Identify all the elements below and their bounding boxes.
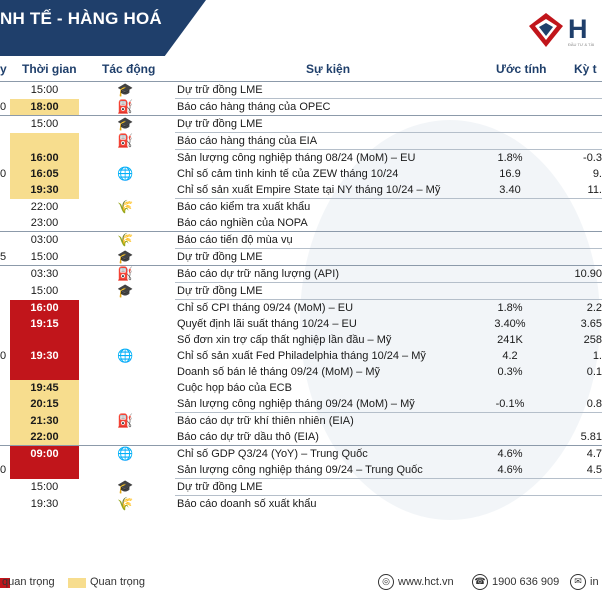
row-previous: [538, 496, 602, 513]
row-forecast: [482, 496, 538, 513]
row-previous: [538, 82, 602, 99]
row-event: Báo cáo dự trữ năng lượng (API): [175, 266, 482, 283]
legend-very-important-label: quan trọng: [2, 576, 55, 588]
row-spacer: [145, 249, 175, 266]
table-row: [0, 99, 602, 116]
row-spacer: [79, 332, 105, 348]
row-spacer: [145, 348, 175, 364]
row-spacer: [145, 413, 175, 430]
table-row: [0, 316, 602, 332]
row-forecast: 1.8%: [482, 300, 538, 317]
table-header: [0, 62, 600, 78]
row-day: [0, 364, 10, 380]
row-day: [0, 496, 10, 513]
row-spacer: [79, 232, 105, 249]
row-impact: [105, 380, 145, 396]
row-time: 15:00: [10, 116, 79, 133]
table-row: [0, 199, 602, 216]
row-impact: [105, 364, 145, 380]
row-impact: [105, 116, 145, 133]
row-day: [0, 133, 10, 150]
row-time: 03:00: [10, 232, 79, 249]
row-spacer: [145, 446, 175, 463]
row-time: 23:00: [30, 217, 59, 229]
row-impact: [105, 316, 145, 332]
legend-important-label: Quan trọng: [90, 576, 146, 588]
row-impact: [105, 182, 145, 199]
row-event: Báo cáo dự trữ dầu thô (EIA): [177, 431, 319, 443]
table-row: [0, 380, 602, 396]
row-previous: 10.90: [538, 266, 602, 283]
row-day: [0, 316, 10, 332]
row-previous: 4.7: [538, 446, 602, 463]
row-spacer: [79, 413, 105, 430]
row-spacer: [79, 348, 105, 364]
globe-icon: ◎: [378, 574, 394, 590]
row-event: Báo cáo tiến độ mùa vụ: [175, 232, 482, 249]
row-forecast: -0.1%: [495, 398, 525, 410]
row-day: [0, 199, 10, 216]
row-spacer: [79, 116, 105, 133]
row-event: Dự trữ đồng LME: [175, 283, 482, 300]
row-day: [0, 116, 10, 133]
row-forecast: [482, 413, 538, 430]
row-impact: [105, 446, 145, 463]
table-row: [0, 462, 602, 479]
row-forecast: 4.2: [502, 350, 518, 362]
row-spacer: [145, 429, 175, 446]
row-day: [0, 380, 10, 396]
row-time: 18:00: [10, 99, 79, 116]
row-previous: 2.2: [538, 300, 602, 317]
row-previous: 4.5: [586, 464, 602, 476]
column-forecast: Ước tính: [496, 62, 547, 76]
row-time: 22:00: [30, 200, 59, 213]
row-day: [0, 266, 10, 283]
row-day: [0, 300, 10, 317]
row-spacer: [79, 300, 105, 317]
row-event: Chỉ số cảm tình kinh tế của ZEW tháng 10/24: [177, 168, 399, 180]
table-row: [0, 150, 602, 167]
row-day: [0, 429, 10, 446]
row-forecast: [482, 380, 538, 396]
row-previous: [538, 380, 602, 396]
row-impact: [105, 496, 145, 513]
row-event: Báo cáo hàng tháng của OPEC: [175, 99, 482, 116]
row-forecast: 16.9: [499, 168, 521, 180]
row-forecast: [482, 283, 538, 300]
phone-icon: ☎: [472, 574, 488, 590]
oil-pump-icon: ⛽: [117, 266, 134, 282]
logo-letters: H: [568, 14, 587, 44]
row-spacer: [145, 215, 175, 232]
wheat-icon: 🌾: [117, 232, 134, 248]
row-previous: 9.: [592, 168, 602, 180]
row-forecast: [482, 99, 538, 116]
table-row: [0, 496, 602, 513]
row-forecast: [482, 199, 538, 216]
row-time: 20:15: [10, 396, 79, 413]
row-forecast: 3.40%: [494, 318, 526, 330]
row-spacer: [145, 496, 175, 513]
row-spacer: [79, 462, 105, 479]
row-day: [0, 232, 10, 249]
row-previous: [538, 116, 602, 133]
table-row: [0, 166, 602, 182]
row-day: 0: [0, 464, 7, 477]
row-time: [10, 332, 79, 348]
row-spacer: [145, 133, 175, 150]
table-row: [0, 429, 602, 446]
row-event: Cuộc họp báo của ECB: [177, 382, 292, 394]
row-event: Báo cáo hàng tháng của EIA: [175, 133, 482, 150]
row-forecast: [482, 82, 538, 99]
row-day: [0, 283, 10, 300]
row-time: 21:30: [10, 413, 79, 430]
table-row: [0, 266, 602, 283]
row-spacer: [145, 364, 175, 380]
row-event: Sản lượng công nghiệp tháng 09/24 – Trung Quốc: [177, 464, 423, 476]
row-forecast: [482, 116, 538, 133]
row-spacer: [79, 82, 105, 99]
table-row: [0, 300, 602, 317]
footer-website-link[interactable]: www.hct.vn: [398, 576, 454, 588]
row-forecast: 4.6%: [497, 464, 523, 476]
table-row: [0, 215, 602, 232]
oil-pump-icon: ⛽: [117, 133, 134, 148]
row-time: 15:00: [10, 82, 79, 99]
row-spacer: [79, 99, 105, 116]
row-event: Chỉ số GDP Q3/24 (YoY) – Trung Quốc: [175, 446, 482, 463]
row-spacer: [79, 479, 105, 496]
row-impact: [105, 283, 145, 300]
table-row: [0, 249, 602, 266]
row-event: Doanh số bán lẻ tháng 09/24 (MoM) – Mỹ: [177, 366, 381, 378]
row-previous: [538, 283, 602, 300]
row-time: 16:05: [10, 166, 79, 182]
row-spacer: [79, 133, 105, 150]
row-impact: [105, 232, 145, 249]
row-impact: [105, 249, 145, 266]
row-spacer: [79, 150, 105, 167]
table-row: [0, 479, 602, 496]
mortarboard-icon: 🎓: [117, 82, 134, 98]
row-forecast: [482, 266, 538, 283]
row-previous: [538, 215, 602, 232]
table-row: [0, 396, 602, 413]
table-row: [0, 116, 602, 133]
row-impact: [105, 429, 145, 446]
row-time: [10, 133, 79, 150]
row-previous: [538, 479, 602, 496]
row-spacer: [79, 429, 105, 446]
row-day: [0, 332, 10, 348]
row-impact: [105, 133, 145, 150]
table-row: [0, 182, 602, 199]
row-impact: [105, 396, 145, 413]
row-spacer: [145, 479, 175, 496]
row-time: 09:00: [10, 446, 79, 463]
row-impact: [105, 150, 145, 167]
row-event: Dự trữ đồng LME: [175, 116, 482, 133]
row-previous: -0.3: [538, 150, 602, 167]
row-day: [0, 413, 10, 430]
row-spacer: [145, 462, 175, 479]
row-time: 19:30: [10, 182, 79, 199]
row-previous: 11.: [587, 184, 602, 196]
oil-pump-icon: ⛽: [117, 412, 134, 428]
row-forecast: [482, 215, 538, 232]
row-forecast: 4.6%: [482, 446, 538, 463]
row-time: 19:15: [10, 316, 79, 332]
mortarboard-icon: 🎓: [117, 116, 134, 132]
row-spacer: [79, 166, 105, 182]
row-impact: [105, 332, 145, 348]
row-spacer: [145, 166, 175, 182]
mail-icon: ✉: [570, 574, 586, 590]
row-spacer: [79, 266, 105, 283]
row-impact: [105, 300, 145, 317]
row-time: 15:00: [30, 285, 59, 297]
row-event: Quyết định lãi suất tháng 10/24 – EU: [177, 318, 357, 330]
row-event: Báo cáo dự trữ khí thiên nhiên (EIA): [175, 413, 482, 430]
row-impact: [105, 413, 145, 430]
row-event: Dự trữ đồng LME: [175, 479, 482, 496]
row-impact: [105, 199, 145, 216]
row-day: 0: [0, 168, 7, 180]
row-event: Số đơn xin trợ cấp thất nghiệp lần đầu – Mỹ: [177, 334, 392, 346]
row-day: 0: [0, 350, 7, 362]
row-event: Báo cáo doanh số xuất khẩu: [175, 496, 482, 513]
mortarboard-icon: 🎓: [117, 283, 134, 298]
row-event: Dự trữ đồng LME: [175, 82, 482, 99]
row-day: [0, 479, 10, 496]
table-row: [0, 364, 602, 380]
row-spacer: [145, 300, 175, 317]
row-forecast: 1.8%: [482, 150, 538, 167]
footer-phone[interactable]: 1900 636 909: [492, 576, 560, 588]
row-event: Dự trữ đồng LME: [175, 249, 482, 266]
row-spacer: [79, 215, 105, 232]
column-day: y: [0, 62, 7, 76]
row-forecast: [482, 232, 538, 249]
row-day: [0, 82, 10, 99]
legend-important-swatch: [68, 578, 86, 588]
row-day: [0, 150, 10, 167]
logo-subtitle: ĐẦU TƯ & TÀI: [568, 42, 595, 47]
row-spacer: [145, 266, 175, 283]
row-spacer: [145, 82, 175, 99]
row-previous: [538, 249, 602, 266]
row-spacer: [145, 99, 175, 116]
row-forecast: 3.40: [499, 184, 521, 196]
row-time: 15:00: [30, 250, 59, 263]
row-forecast: [482, 479, 538, 496]
economic-calendar-table: [0, 81, 602, 512]
row-spacer: [79, 316, 105, 332]
wheat-icon: 🌾: [117, 198, 134, 214]
company-logo: [528, 12, 600, 52]
row-spacer: [145, 232, 175, 249]
oil-pump-icon: ⛽: [117, 98, 134, 114]
row-day: [0, 182, 10, 199]
table-row: [0, 413, 602, 430]
row-event: Báo cáo kiểm tra xuất khẩu: [175, 199, 482, 216]
row-spacer: [79, 396, 105, 413]
table-row: [0, 82, 602, 99]
row-time: 19:30: [10, 348, 79, 364]
row-spacer: [79, 283, 105, 300]
row-day: [0, 215, 10, 232]
footer-extra: in: [590, 576, 599, 588]
row-previous: [538, 99, 602, 116]
row-time: 19:30: [30, 497, 59, 510]
row-impact: [105, 166, 145, 182]
row-spacer: [79, 496, 105, 513]
column-previous: Kỳ t: [574, 62, 597, 76]
row-spacer: [145, 283, 175, 300]
row-forecast: [482, 133, 538, 150]
row-day: [0, 396, 10, 413]
row-time: 03:30: [10, 266, 79, 283]
row-previous: [538, 199, 602, 216]
row-impact: [105, 266, 145, 283]
row-spacer: [145, 332, 175, 348]
row-spacer: [145, 150, 175, 167]
row-forecast: 0.3%: [497, 366, 523, 378]
mortarboard-icon: 🎓: [117, 248, 134, 264]
row-impact: [105, 479, 145, 496]
row-previous: 0.8: [586, 398, 602, 410]
row-time: 16:00: [10, 150, 79, 167]
row-time: [10, 364, 79, 380]
row-day: 5: [0, 250, 7, 263]
row-spacer: [145, 182, 175, 199]
row-day: 0: [0, 100, 7, 113]
row-time: 19:45: [10, 380, 79, 396]
row-impact: [105, 348, 145, 364]
row-spacer: [79, 364, 105, 380]
row-impact: [105, 82, 145, 99]
row-spacer: [145, 199, 175, 216]
logo-diamond-icon: [528, 12, 564, 48]
row-spacer: [79, 182, 105, 199]
table-row: [0, 283, 602, 300]
row-event: Chỉ số sản xuất Fed Philadelphia tháng 10/24 – Mỹ: [177, 350, 426, 362]
row-forecast: 241K: [497, 334, 523, 346]
mortarboard-icon: 🎓: [117, 479, 134, 494]
table-row: [0, 332, 602, 348]
row-spacer: [79, 199, 105, 216]
table-row: [0, 348, 602, 364]
row-forecast: [482, 429, 538, 446]
row-event: Báo cáo nghiền của NOPA: [177, 217, 308, 229]
row-previous: [538, 232, 602, 249]
row-time: 22:00: [10, 429, 79, 446]
row-spacer: [145, 380, 175, 396]
row-spacer: [79, 249, 105, 266]
row-impact: [105, 462, 145, 479]
row-forecast: [482, 249, 538, 266]
row-previous: [538, 133, 602, 150]
row-previous: 258: [583, 334, 602, 346]
row-day: [0, 446, 10, 463]
row-spacer: [79, 446, 105, 463]
row-previous: 1.: [592, 350, 602, 362]
globe-icon: 🌐: [117, 166, 134, 181]
row-previous: 5.81: [580, 431, 602, 443]
row-impact: [105, 99, 145, 116]
page-title: NH TẾ - HÀNG HOÁ: [0, 9, 162, 28]
footer: [0, 572, 600, 596]
row-spacer: [79, 380, 105, 396]
table-row: [0, 133, 602, 150]
column-time: Thời gian: [22, 62, 77, 76]
table-row: [0, 446, 602, 463]
table-row: [0, 232, 602, 249]
row-time: 15:00: [30, 481, 59, 493]
row-spacer: [145, 316, 175, 332]
row-previous: 3.65: [580, 318, 602, 330]
row-time: 16:00: [10, 300, 79, 317]
row-spacer: [145, 396, 175, 413]
row-time: [10, 462, 79, 479]
wheat-icon: 🌾: [117, 495, 134, 511]
row-previous: [538, 413, 602, 430]
globe-icon: 🌐: [117, 446, 134, 461]
globe-icon: 🌐: [117, 348, 134, 363]
column-event: Sự kiện: [306, 62, 351, 76]
row-impact: [105, 215, 145, 232]
row-event: Sản lượng công nghiệp tháng 08/24 (MoM) – EU: [175, 150, 482, 167]
row-event: Chỉ số sản xuất Empire State tại NY tháng 10/24 – Mỹ: [177, 184, 441, 196]
row-previous: 0.1: [586, 366, 602, 378]
column-impact: Tác động: [102, 62, 156, 76]
row-spacer: [145, 116, 175, 133]
row-event: Sản lượng công nghiệp tháng 09/24 (MoM) – Mỹ: [177, 398, 415, 410]
row-event: Chỉ số CPI tháng 09/24 (MoM) – EU: [175, 300, 482, 317]
